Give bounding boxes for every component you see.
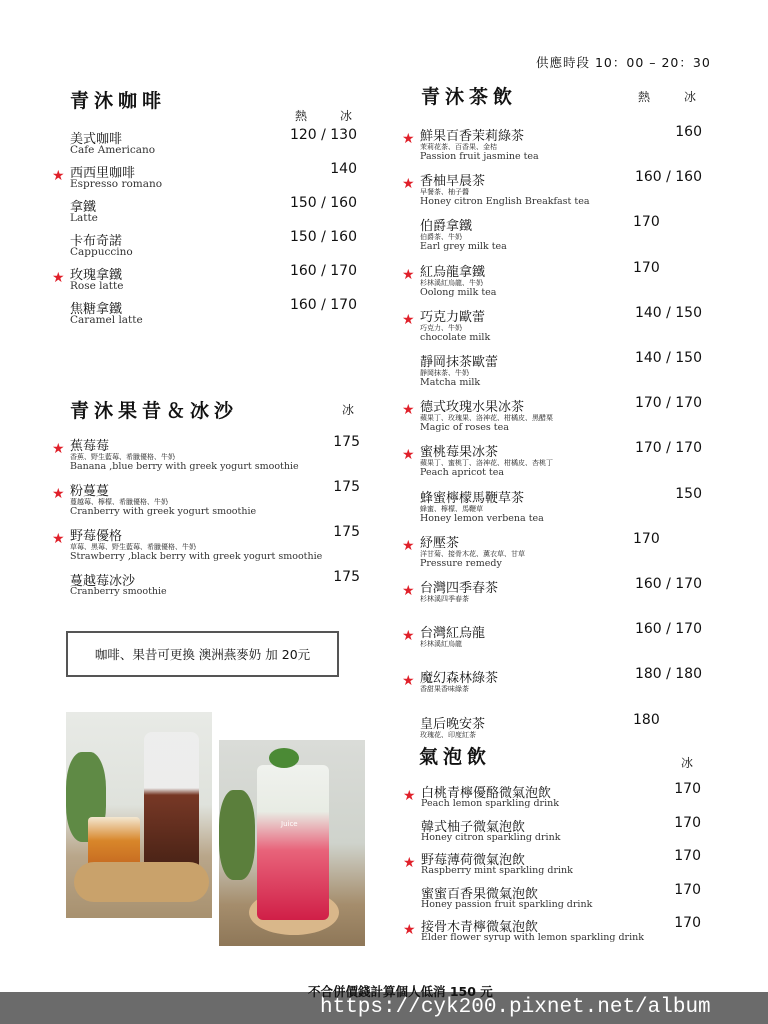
item-price: 170 xyxy=(633,214,660,231)
item-price: 140 / 150 xyxy=(634,350,702,366)
item-name: 蜜蜜百香果微氣泡飲 xyxy=(421,886,539,902)
item-ingredients: 香甜果香味綠茶 xyxy=(420,685,469,694)
item-name: 卡布奇諾 xyxy=(70,234,123,249)
item-price: 170 / 170 xyxy=(634,440,702,457)
item-ingredients: 杉林溪紅烏龍 xyxy=(420,640,462,649)
item-name: 蕉莓莓 xyxy=(70,439,110,454)
item-name: 紅烏龍拿鐵 xyxy=(420,264,486,280)
featured-star-icon: ★ xyxy=(402,266,415,283)
item-ingredients: 蘋果丁、玫瑰果、洛神花、柑橘皮、黑醋栗 xyxy=(420,414,553,423)
featured-star-icon: ★ xyxy=(402,131,415,147)
featured-star-icon: ★ xyxy=(403,922,416,939)
item-price: 170 xyxy=(674,848,701,865)
featured-star-icon: ★ xyxy=(52,486,65,502)
featured-star-icon: ★ xyxy=(402,628,415,645)
item-english-name: chocolate milk xyxy=(420,331,491,343)
item-price: 170 xyxy=(674,915,701,932)
item-name: 蜂蜜檸檬馬鞭草茶 xyxy=(420,490,525,506)
item-price: 150 / 160 xyxy=(289,195,357,211)
item-price: 175 xyxy=(333,569,360,585)
item-ingredients: 玫瑰花、印度紅茶 xyxy=(420,730,476,739)
item-name: 野莓薄荷微氣泡飲 xyxy=(421,853,526,869)
item-name: 皇后晚安茶 xyxy=(420,716,486,732)
item-price: 160 / 160 xyxy=(634,169,702,186)
featured-star-icon: ★ xyxy=(402,311,415,328)
item-name: 台灣紅烏龍 xyxy=(420,626,486,642)
item-english-name: Elder flower syrup with lemon sparkling drink xyxy=(421,932,645,944)
coffee-hot-header: 熱 xyxy=(295,109,308,123)
item-name: 焦糖拿鐵 xyxy=(70,302,123,317)
item-name: 野莓優格 xyxy=(70,529,123,544)
item-english-name: Honey lemon verbena tea xyxy=(420,512,544,524)
item-ingredients: 香蕉、野生藍莓、希臘優格、牛奶 xyxy=(70,453,175,461)
sparkling-ice-header: 冰 xyxy=(681,756,694,770)
featured-star-icon: ★ xyxy=(403,855,416,872)
featured-star-icon: ★ xyxy=(402,402,415,419)
item-english-name: Honey passion fruit sparkling drink xyxy=(421,898,593,910)
featured-star-icon: ★ xyxy=(52,270,65,286)
item-english-name: Latte xyxy=(70,212,98,224)
item-english-name: Strawberry ,black berry with greek yogurt smoothie xyxy=(70,551,323,562)
tea-title: 青沐茶飲 xyxy=(421,86,518,108)
item-name: 蔓越莓冰沙 xyxy=(70,574,136,589)
item-english-name: Earl grey milk tea xyxy=(420,241,507,253)
item-english-name: Rose latte xyxy=(70,280,124,292)
item-name: 西西里咖啡 xyxy=(70,166,136,181)
item-ingredients: 蔓越莓、檸檬、希臘優格、牛奶 xyxy=(70,498,168,506)
item-price: 170 / 170 xyxy=(634,395,702,412)
item-price: 150 xyxy=(675,485,702,502)
item-ingredients: 杉林溪四季春茶 xyxy=(420,595,469,603)
item-english-name: Cafe Americano xyxy=(70,144,156,156)
photo-juice xyxy=(219,740,365,946)
item-price: 160 / 170 xyxy=(634,576,702,592)
item-english-name: Peach apricot tea xyxy=(420,467,505,479)
item-english-name: Passion fruit jasmine tea xyxy=(420,151,539,162)
item-name: 伯爵拿鐵 xyxy=(420,219,473,235)
item-name: 紓壓茶 xyxy=(420,535,460,551)
item-english-name: Raspberry mint sparkling drink xyxy=(421,865,573,877)
item-ingredients: 草莓、黑莓、野生藍莓、希臘優格、牛奶 xyxy=(70,543,196,551)
item-price: 180 / 180 xyxy=(634,666,702,683)
item-name: 白桃青檸優酪微氣泡飲 xyxy=(421,786,552,801)
item-price: 170 xyxy=(633,259,660,276)
item-name: 台灣四季春茶 xyxy=(420,581,499,596)
minimum-charge-note: 不合併價錢計算個人低消 150 元 xyxy=(308,984,493,999)
item-price: 140 / 150 xyxy=(634,304,702,321)
item-ingredients: 巧克力、牛奶 xyxy=(420,323,462,332)
item-price: 170 xyxy=(674,814,701,831)
item-english-name: Honey citron English Breakfast tea xyxy=(420,196,590,208)
item-ingredients: 早餐茶、柚子醬 xyxy=(420,188,469,197)
item-english-name: Espresso romano xyxy=(70,178,163,190)
item-english-name: Cranberry smoothie xyxy=(70,586,167,597)
item-price: 180 xyxy=(633,711,660,728)
item-ingredients: 杉林溪紅烏龍、牛奶 xyxy=(420,278,483,287)
item-ingredients: 靜岡抹茶、牛奶 xyxy=(420,369,469,377)
item-price: 175 xyxy=(333,524,360,540)
item-price: 175 xyxy=(333,479,360,495)
featured-star-icon: ★ xyxy=(402,447,415,464)
item-price: 120 / 130 xyxy=(289,127,357,143)
tea-hot-header: 熱 xyxy=(638,90,651,104)
item-price: 140 xyxy=(330,161,357,177)
item-english-name: Cranberry with greek yogurt smoothie xyxy=(70,506,257,517)
item-price: 175 xyxy=(333,434,360,450)
oat-milk-note: 咖啡、果昔可更換 澳洲燕麥奶 加 20元 xyxy=(66,631,339,677)
item-name: 蜜桃莓果冰茶 xyxy=(420,445,499,461)
item-name: 巧克力歐蕾 xyxy=(420,309,486,325)
item-ingredients: 洋甘菊、接骨木花、薰衣草、甘草 xyxy=(420,549,525,558)
featured-star-icon: ★ xyxy=(402,583,415,599)
coffee-title: 青沐咖啡 xyxy=(70,90,167,112)
item-name: 韓式柚子微氣泡飲 xyxy=(421,819,526,835)
item-english-name: Oolong milk tea xyxy=(420,286,497,298)
featured-star-icon: ★ xyxy=(402,673,415,690)
featured-star-icon: ★ xyxy=(402,176,415,193)
featured-star-icon: ★ xyxy=(52,531,65,547)
item-english-name: Pressure remedy xyxy=(420,557,502,569)
photo-tea-pot xyxy=(66,712,212,918)
item-price: 160 / 170 xyxy=(289,297,357,313)
item-english-name: Banana ,blue berry with greek yogurt smoothie xyxy=(70,461,299,472)
item-name: 粉蔓蔓 xyxy=(70,484,110,499)
featured-star-icon: ★ xyxy=(403,788,416,804)
smoothie-title: 青沐果昔＆冰沙 xyxy=(70,400,239,422)
item-english-name: Peach lemon sparkling drink xyxy=(421,798,559,809)
item-english-name: Caramel latte xyxy=(70,314,143,326)
featured-star-icon: ★ xyxy=(52,441,65,457)
item-price: 150 / 160 xyxy=(289,229,357,245)
item-name: 拿鐵 xyxy=(70,200,97,215)
item-name: 接骨木青檸微氣泡飲 xyxy=(421,920,539,936)
item-english-name: Magic of roses tea xyxy=(420,422,509,434)
item-ingredients: 蘋果丁、蜜桃丁、洛神花、柑橘皮、杏桃丁 xyxy=(420,459,553,468)
item-name: 靜岡抹茶歐蕾 xyxy=(420,355,499,370)
item-name: 德式玫瑰水果冰茶 xyxy=(420,400,525,416)
service-hours: 供應時段 10：00 – 20：30 xyxy=(536,55,711,70)
item-ingredients: 茉莉花茶、百香果、金桔 xyxy=(420,143,497,151)
item-name: 鮮果百香茉莉綠茶 xyxy=(420,129,525,144)
juice-glass-label: Juice xyxy=(281,820,298,828)
item-ingredients: 蜂蜜、檸檬、馬鞭草 xyxy=(420,504,483,513)
item-english-name: Honey citron sparkling drink xyxy=(421,831,561,843)
item-price: 170 xyxy=(674,781,701,797)
item-price: 160 / 170 xyxy=(289,263,357,279)
featured-star-icon: ★ xyxy=(402,537,415,554)
item-price: 160 / 170 xyxy=(634,621,702,638)
coffee-ice-header: 冰 xyxy=(340,109,353,123)
item-english-name: Cappuccino xyxy=(70,246,133,258)
item-price: 170 xyxy=(633,530,660,547)
tea-ice-header: 冰 xyxy=(684,90,697,104)
item-name: 魔幻森林綠茶 xyxy=(420,671,499,687)
item-price: 170 xyxy=(674,881,701,898)
item-name: 美式咖啡 xyxy=(70,132,123,147)
item-name: 玫瑰拿鐵 xyxy=(70,268,123,283)
featured-star-icon: ★ xyxy=(52,168,65,184)
sparkling-title: 氣泡飲 xyxy=(419,746,492,768)
item-english-name: Matcha milk xyxy=(420,377,481,388)
item-price: 160 xyxy=(675,124,702,140)
smoothie-ice-header: 冰 xyxy=(342,403,355,417)
item-ingredients: 伯爵茶、牛奶 xyxy=(420,233,462,242)
item-name: 香柚早晨茶 xyxy=(420,174,486,190)
watermark-bar: https://cyk200.pixnet.net/album xyxy=(0,992,768,1024)
